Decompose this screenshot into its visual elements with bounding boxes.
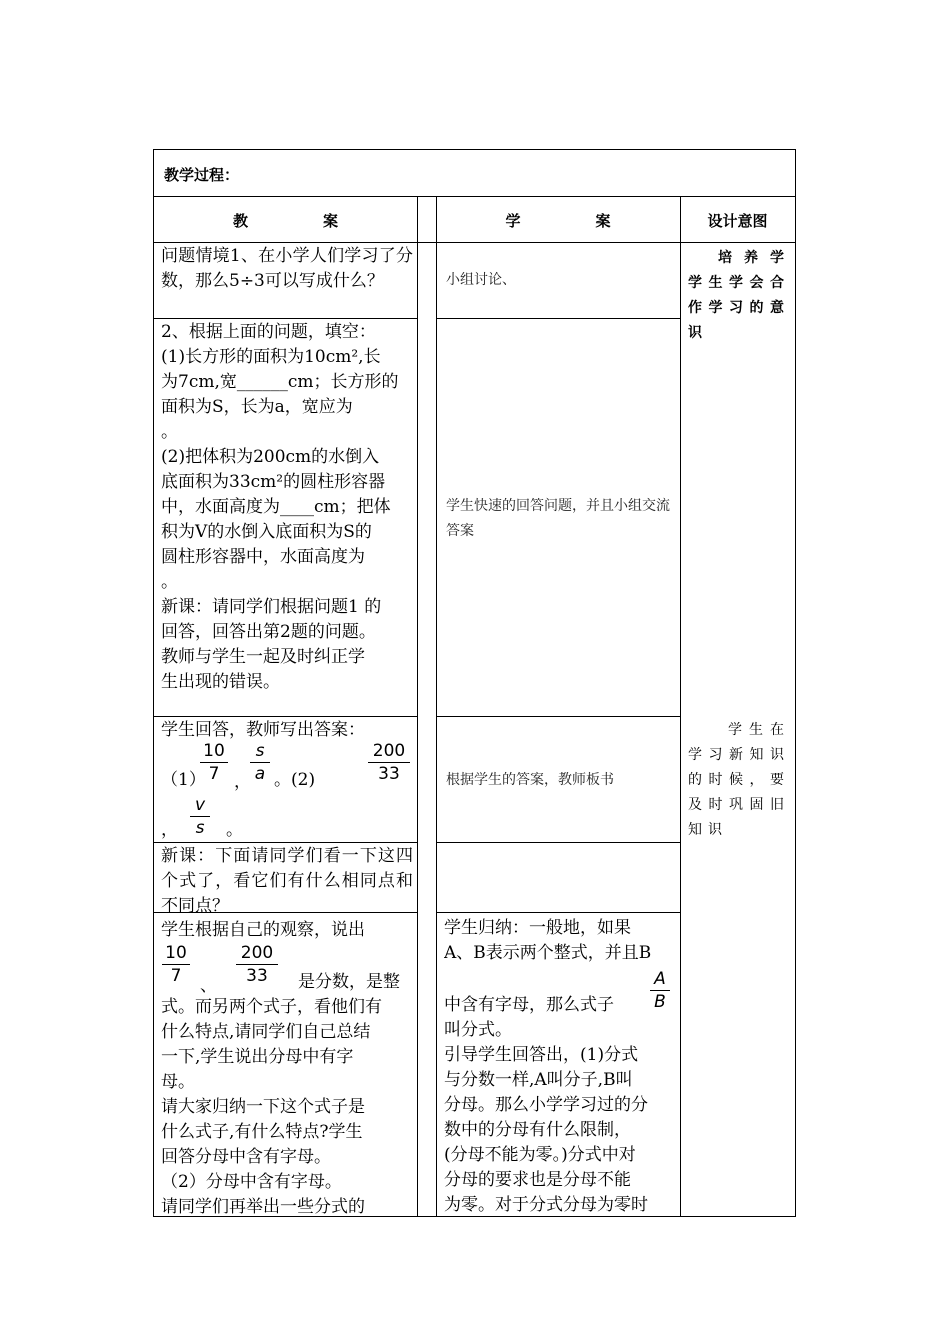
denominator: s <box>195 818 205 838</box>
fraction-10-7 <box>162 942 190 987</box>
learning-row1: 小组讨论、 <box>446 272 516 288</box>
denominator: 7 <box>170 966 182 986</box>
denominator: 33 <box>378 764 400 784</box>
text-line: 生出现的错误。 <box>161 672 280 692</box>
fraction-v-s <box>190 794 210 839</box>
fraction-10-7 <box>200 740 228 785</box>
teaching-row1: 问题情境1、在小学人们学习了分数，那么5÷3可以写成什么？ <box>161 246 413 291</box>
text-line: 母。 <box>161 1072 195 1092</box>
teaching-row4: 新课：下面请同学们看一下这四个式了，看它们有什么相同点和不同点？ <box>161 846 413 916</box>
section-title: 教学过程： <box>164 166 240 184</box>
text-line: 回答分母中含有字母。 <box>161 1147 331 1167</box>
denominator: 7 <box>208 764 220 784</box>
text-line: 学生归纳：一般地，如果 <box>444 918 631 938</box>
text-line: (2)把体积为200cm的水倒入 <box>161 447 380 467</box>
text-seg: (1)长方形的面积为10cm²,长 <box>161 347 381 367</box>
row-divider <box>154 716 417 717</box>
row-divider <box>154 196 795 197</box>
text-line: 中，水面高度为____cm；把体 <box>161 497 391 517</box>
text-line: 数中的分母有什么限制， <box>444 1120 631 1140</box>
text-line: 。 <box>161 572 178 592</box>
numerator: 200 <box>240 943 274 963</box>
text-line: A、B表示两个整式，并且B <box>444 943 652 963</box>
numerator: s <box>255 741 265 761</box>
numerator: v <box>194 795 206 815</box>
comma: ， <box>234 772 251 792</box>
row-divider <box>154 842 417 843</box>
text-line: 为7cm,宽______cm；长方形的 <box>161 372 399 392</box>
text-seg: 是分数，是整 <box>298 972 400 992</box>
text-line: 2、根据上面的问题，填空： <box>161 322 376 342</box>
text-line: 新课：请同学们根据问题1 的 <box>161 597 382 617</box>
denominator: 33 <box>246 966 268 986</box>
learning-row5-rest <box>444 1018 678 1218</box>
answer-label-2: 。(2) <box>274 770 316 790</box>
text-line: （2）分母中含有字母。 <box>161 1172 342 1192</box>
learning-row2: 学生快速的回答问题，并且小组交流答案 <box>446 498 670 539</box>
fraction-s-a <box>250 740 270 785</box>
answer-label-1: （1） <box>161 770 206 790</box>
text-line: 请同学们再举出一些分式的 <box>161 1197 365 1217</box>
period: 。 <box>226 820 243 840</box>
row-divider <box>154 318 417 319</box>
fraction-200-33 <box>368 740 410 785</box>
text-line: 圆柱形容器中，水面高度为 <box>161 547 365 567</box>
row-divider <box>436 912 680 913</box>
teaching-row3-intro: 学生回答，教师写出答案： <box>161 720 365 740</box>
comma: ， <box>161 820 178 840</box>
text-line: 与分数一样,A叫分子,B叫 <box>444 1070 633 1090</box>
numerator: 10 <box>165 943 187 963</box>
header-learning: 学 案 <box>505 212 611 230</box>
text-line: 叫分式。 <box>444 1020 512 1040</box>
row-divider <box>154 242 795 243</box>
text-line: 面积为S，长为a，宽应为 <box>161 397 353 417</box>
header-teaching: 教 案 <box>232 212 338 230</box>
numerator: 10 <box>203 741 225 761</box>
denominator: B <box>654 992 666 1012</box>
learning-row5-top <box>444 916 676 966</box>
row-divider <box>436 716 680 717</box>
text-line: 引导学生回答出，(1)分式 <box>444 1045 639 1065</box>
numerator: 200 <box>372 741 406 761</box>
text-line: (分母不能为零。)分式中对 <box>444 1145 636 1165</box>
column-divider <box>680 196 681 1216</box>
text-line: 。 <box>161 422 178 442</box>
text-line: 回答，回答出第2题的问题。 <box>161 622 376 642</box>
design-intent-1: 培养学学生学会合作学习的意识 <box>688 250 790 341</box>
text-line: 教师与学生一起及时纠正学 <box>161 647 365 667</box>
learning-row3: 根据学生的答案，教师板书 <box>446 772 614 788</box>
text-line: 什么特点,请同学们自己总结 <box>161 1022 371 1042</box>
design-intent-2: 学生在学习新知识的时候，要及时巩固旧知识 <box>688 722 790 838</box>
text-seg: 中含有字母，那么式子 <box>444 995 614 1015</box>
separator: 、 <box>200 976 217 996</box>
text-line: 一下,学生说出分母中有字 <box>161 1047 354 1067</box>
lesson-plan-table <box>153 149 796 1217</box>
fraction-A-B <box>650 968 670 1013</box>
teaching-row2 <box>161 320 415 695</box>
text-line: 分母的要求也是分母不能 <box>444 1170 631 1190</box>
text-line: 分母。那么小学学习过的分 <box>444 1095 648 1115</box>
denominator: a <box>254 764 266 784</box>
header-design: 设计意图 <box>707 212 768 230</box>
numerator: A <box>654 969 666 989</box>
fraction-200-33 <box>236 942 278 987</box>
text-line: 式。而另两个式子，看他们有 <box>161 997 382 1017</box>
row-divider <box>436 842 680 843</box>
text-line: 请大家归纳一下这个式子是 <box>161 1097 365 1117</box>
text-line: 为零。对于分式分母为零时 <box>444 1195 648 1215</box>
column-divider <box>417 196 418 1216</box>
text-line: 什么式子,有什么特点?学生 <box>161 1122 363 1142</box>
teaching-row5-line1: 学生根据自己的观察，说出 <box>161 920 365 940</box>
column-divider <box>436 196 437 1216</box>
row-divider <box>436 318 680 319</box>
text-line: 底面积为33cm²的圆柱形容器 <box>161 472 386 492</box>
text-line <box>161 345 415 370</box>
text-line: 积为V的水倒入底面积为S的 <box>161 522 372 542</box>
teaching-row5-rest <box>161 995 415 1220</box>
